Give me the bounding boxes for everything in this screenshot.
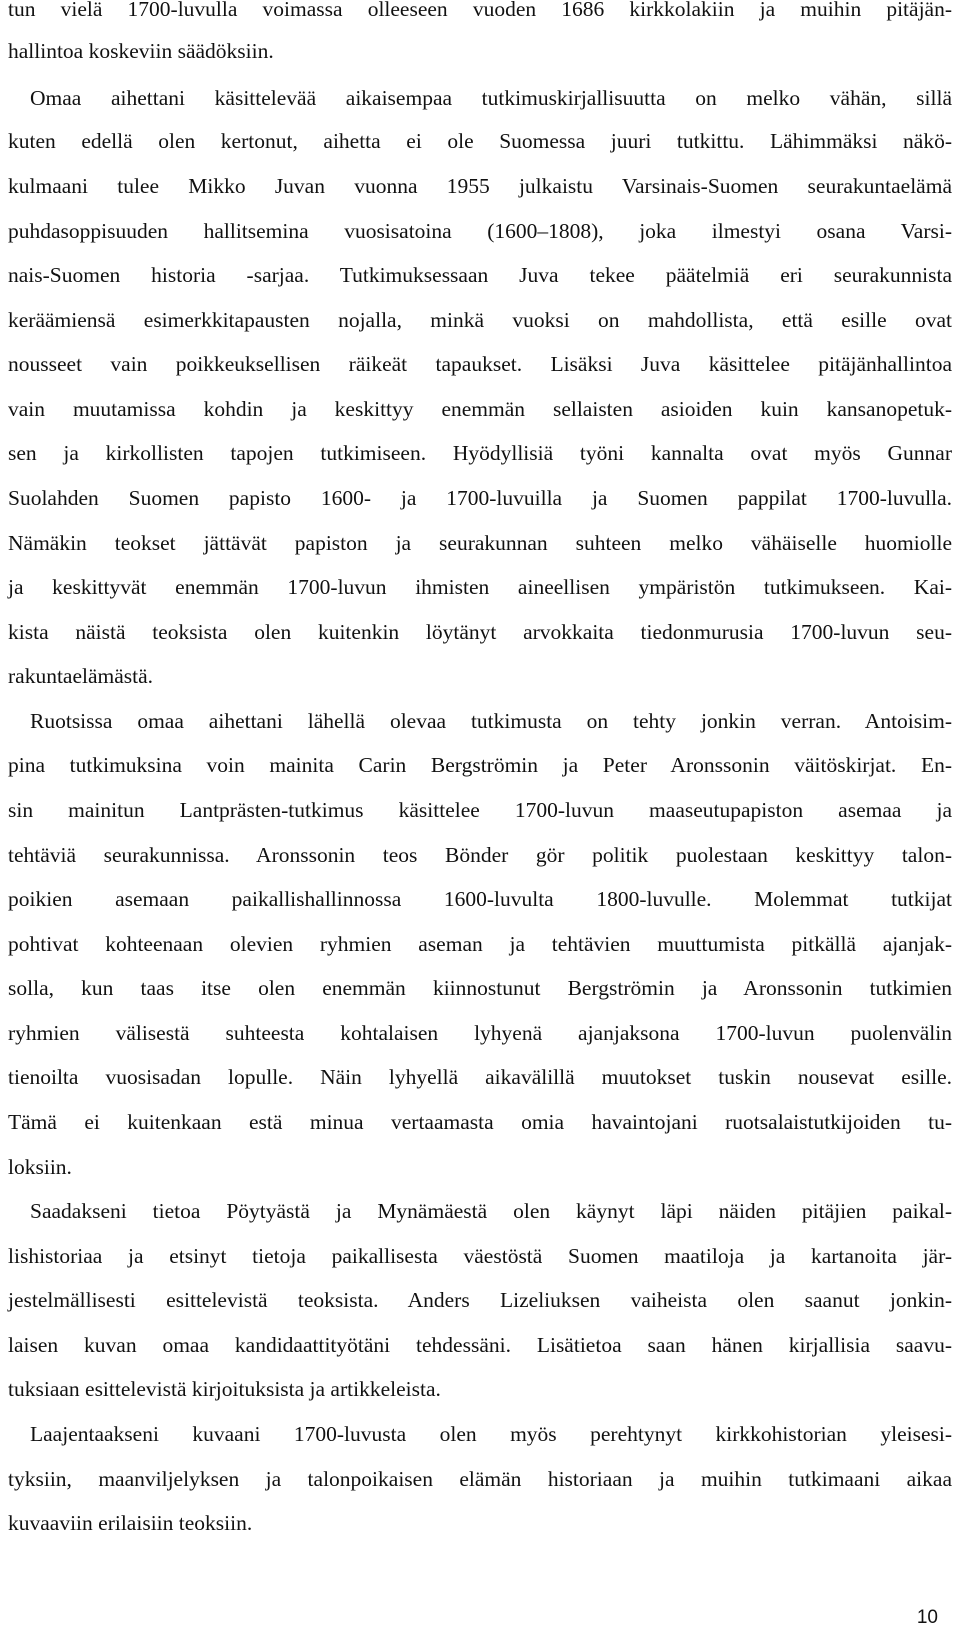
text-line: lishistoriaa ja etsinyt tietoja paikallisesta väestöstä Suomen maatiloja ja kartanoita jär- (8, 1244, 952, 1268)
text-line: rakuntaelämästä. (8, 664, 154, 688)
page-number: 10 (916, 1607, 938, 1628)
text-line: tuksiaan esittelevistä kirjoituksista ja artikkeleista. (8, 1377, 441, 1401)
text-line: ja keskittyvät enemmän 1700-luvun ihmisten aineellisen ympäristön tutkimukseen. Kai- (8, 575, 952, 599)
text-line: nousseet vain poikkeuksellisen räikeät tapaukset. Lisäksi Juva käsittelee pitäjänhallintoa (8, 352, 952, 376)
text-line: pohtivat kohteenaan olevien ryhmien aseman ja tehtävien muuttumista pitkällä ajanjak- (8, 932, 952, 956)
text-line: pina tutkimuksina voin mainita Carin Bergströmin ja Peter Aronssonin väitöskirjat. En- (8, 753, 952, 777)
text-line: solla, kun taas itse olen enemmän kiinnostunut Bergströmin ja Aronssonin tutkimien (8, 976, 952, 1000)
text-line: sen ja kirkollisten tapojen tutkimiseen. Hyödyllisiä työni kannalta ovat myös Gunnar (8, 441, 952, 465)
text-line: kista näistä teoksista olen kuitenkin löytänyt arvokkaita tiedonmurusia 1700-luvun seu- (8, 620, 952, 644)
text-line: nais-Suomen historia -sarjaa. Tutkimuksessaan Juva tekee päätelmiä eri seurakunnista (8, 263, 952, 287)
text-line: Omaa aihettani käsittelevää aikaisempaa tutkimuskirjallisuutta on melko vähän, sillä (30, 86, 952, 110)
text-line: tyksiin, maanviljelyksen ja talonpoikaisen elämän historiaan ja muihin tutkimaani aikaa (8, 1467, 952, 1491)
text-line: jestelmällisesti esittelevistä teoksista. Anders Lizeliuksen vaiheista olen saanut jonkin- (8, 1288, 952, 1312)
text-line: hallintoa koskeviin säädöksiin. (8, 39, 274, 63)
text-line: tun vielä 1700-luvulla voimassa olleeseen vuoden 1686 kirkkolakiin ja muihin pitäjän- (8, 0, 952, 21)
text-line: poikien asemaan paikallishallinnossa 1600-luvulta 1800-luvulle. Molemmat tutkijat (8, 887, 952, 911)
text-line: tehtäviä seurakunnissa. Aronssonin teos Bönder gör politik puolestaan keskittyy talon- (8, 843, 952, 867)
text-line: kuvaaviin erilaisiin teoksiin. (8, 1511, 253, 1535)
text-line: ryhmien välisestä suhteesta kohtalaisen lyhyenä ajanjaksona 1700-luvun puolenvälin (8, 1021, 952, 1045)
text-line: Saadakseni tietoa Pöytyästä ja Mynämäestä olen käynyt läpi näiden pitäjien paikal- (30, 1199, 952, 1223)
text-line: tienoilta vuosisadan lopulle. Näin lyhyellä aikavälillä muutokset tuskin nousevat esille. (8, 1065, 952, 1089)
text-line: Suolahden Suomen papisto 1600- ja 1700-luvuilla ja Suomen pappilat 1700-luvulla. (8, 486, 952, 510)
text-line: Laajentaakseni kuvaani 1700-luvusta olen myös perehtynyt kirkkohistorian yleisesi- (30, 1422, 952, 1446)
text-line: keräämiensä esimerkkitapausten nojalla, minkä vuoksi on mahdollista, että esille ovat (8, 308, 952, 332)
text-line: kulmaani tulee Mikko Juvan vuonna 1955 julkaistu Varsinais-Suomen seurakuntaelämä (8, 174, 952, 198)
text-line: kuten edellä olen kertonut, aihetta ei ole Suomessa juuri tutkittu. Lähimmäksi näkö- (8, 129, 952, 153)
text-line: loksiin. (8, 1155, 72, 1179)
text-line: puhdasoppisuuden hallitsemina vuosisatoina (1600–1808), joka ilmestyi osana Varsi- (8, 219, 952, 243)
text-line: Ruotsissa omaa aihettani lähellä olevaa tutkimusta on tehty jonkin verran. Antoisim- (30, 709, 952, 733)
text-line: sin mainitun Lantprästen-tutkimus käsittelee 1700-luvun maaseutupapiston asemaa ja (8, 798, 952, 822)
text-line: Nämäkin teokset jättävät papiston ja seurakunnan suhteen melko vähäiselle huomiolle (8, 531, 952, 555)
text-line: laisen kuvan omaa kandidaattityötäni tehdessäni. Lisätietoa saan hänen kirjallisia saavu- (8, 1333, 952, 1357)
text-line: Tämä ei kuitenkaan estä minua vertaamasta omia havaintojani ruotsalaistutkijoiden tu- (8, 1110, 952, 1134)
text-line: vain muutamissa kohdin ja keskittyy enemmän sellaisten asioiden kuin kansanopetuk- (8, 397, 952, 421)
